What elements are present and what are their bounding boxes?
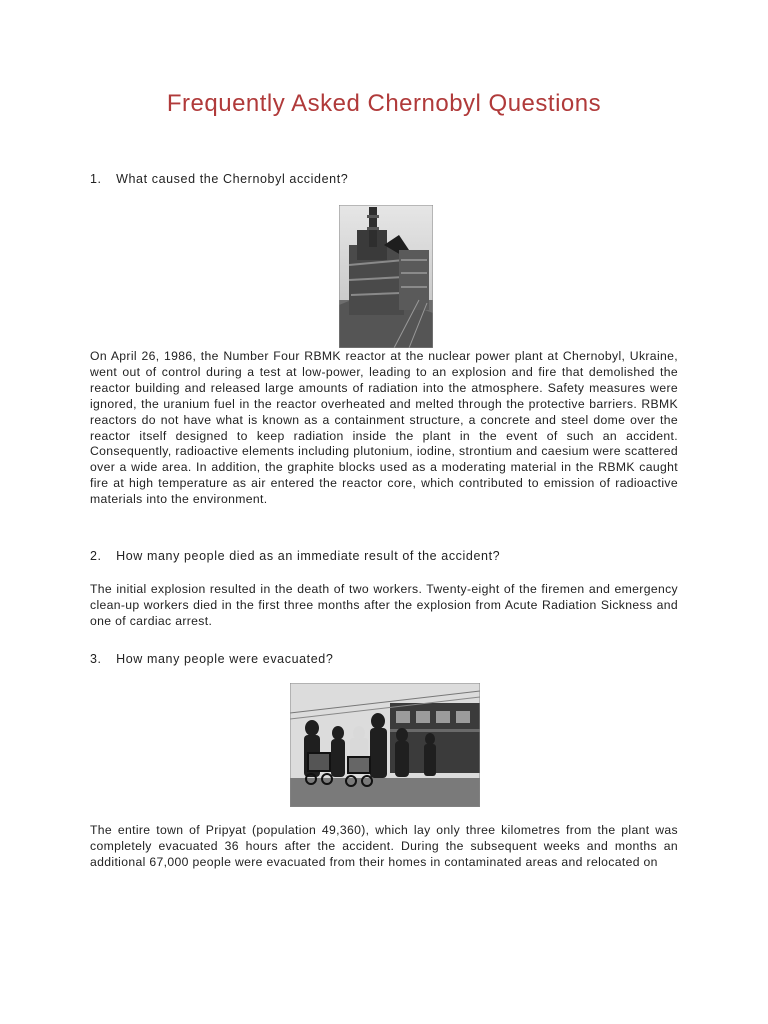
answer-1: On April 26, 1986, the Number Four RBMK reactor at the nuclear power plant at Chernobyl, Ukraine, went out of control during a test at low-power, leading to an explosion and fire that demolished the reactor building and released large amounts of radiation into the atmosphere. Safety measures were ignored, the uranium fuel in the reactor overheated and melted through the protective barriers. RBMK reactors do not have what is known as a containment structure, a concrete and steel dome over the reactor itself designed to keep radiation inside the plant in the event of such an accident. Consequently, radioactive elements including plutonium, iodine, strontium and caesium were scattered over a wide area. In addition, the graphite blocks used as a moderating material in the RBMK caught fire at high temperature as air entered the reactor core, which contributed to emission of radioactive materials into the environment. — [90, 349, 678, 507]
question-3 — [90, 652, 680, 666]
reactor-photo-image — [339, 205, 433, 348]
reactor-photo — [339, 205, 433, 348]
question-1 — [90, 172, 680, 186]
question-text: What caused the Chernobyl accident? — [116, 172, 349, 186]
question-number: 1. — [90, 172, 102, 186]
question-text: How many people died as an immediate result of the accident? — [116, 549, 501, 563]
question-number: 2. — [90, 549, 102, 563]
evacuation-photo-image — [290, 683, 480, 807]
question-2 — [90, 549, 680, 563]
evacuation-photo — [290, 683, 480, 807]
answer-3: The entire town of Pripyat (population 49,360), which lay only three kilometres from the plant was completely evacuated 36 hours after the accident. During the subsequent weeks and months an additional 67,000 people were evacuated from their homes in contaminated areas and relocated on — [90, 823, 678, 869]
question-number: 3. — [90, 652, 102, 666]
answer-2: The initial explosion resulted in the death of two workers. Twenty-eight of the firemen and emergency clean-up workers died in the first three months after the explosion from Acute Radiation Sickness and one of cardiac arrest. — [90, 582, 678, 628]
question-text: How many people were evacuated? — [116, 652, 334, 666]
page-title: Frequently Asked Chernobyl Questions — [166, 90, 602, 117]
